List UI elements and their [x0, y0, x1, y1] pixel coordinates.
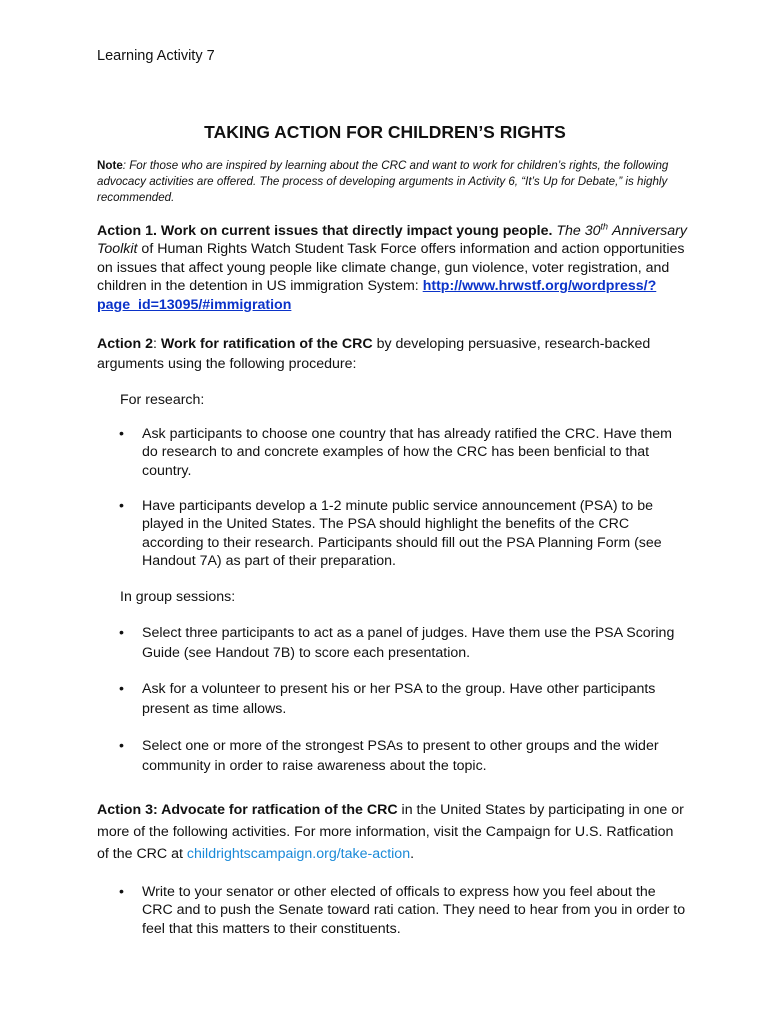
list-item-text: Select three participants to act as a panel of judges. Have them use the PSA Scoring Guide (see Handout 7B) to score each presentation.	[142, 625, 675, 661]
bullet-icon: •	[119, 498, 124, 514]
action1-heading: Action 1. Work on current issues that directly impact young people.	[97, 223, 553, 239]
action1-paragraph	[97, 222, 687, 314]
list-item	[119, 883, 687, 938]
list-item	[119, 623, 687, 663]
action3-heading: Action 3: Advocate for ratfication of the CRC	[97, 802, 398, 818]
list-item	[119, 425, 687, 480]
activity-label: Learning Activity 7	[97, 48, 215, 64]
list-item-text: Select one or more of the strongest PSAs to present to other groups and the wider community in order to raise awareness about the topic.	[142, 738, 659, 774]
page-title: TAKING ACTION FOR CHILDREN’S RIGHTS	[204, 122, 566, 142]
action2-colon: :	[152, 336, 161, 352]
action1-toolkit-b: Anniversary Toolkit	[97, 223, 687, 258]
action3-paragraph	[97, 799, 687, 865]
list-item	[119, 679, 687, 719]
hrw-link[interactable]: http://www.hrwstf.org/wordpress/?page_id=13095/#immigration	[97, 278, 657, 313]
note-paragraph	[97, 158, 682, 206]
note-text: : For those who are inspired by learning about the CRC and want to work for children’s rights, the following advocacy activities are offered. The process of developing arguments in Activity 6, “It’s Up for Debate,” is highly recommended.	[97, 159, 669, 204]
bullet-icon: •	[119, 426, 124, 442]
action1-toolkit-a: The 30	[556, 223, 601, 239]
bullet-icon: •	[119, 738, 124, 754]
list-item-text: Write to your senator or other elected of officals to express how you feel about the CRC and to push the Senate toward rati cation. They need to hear from you in order to feel that this matters to their constituents.	[142, 884, 686, 937]
campaign-link[interactable]: childrightscampaign.org/take-action	[186, 846, 411, 862]
action1-body: of Human Rights Watch Student Task Force offers information and action opportunities on issues that affect young people like climate change, gun violence, voter registration, and children in the detention in US immigration System:	[97, 241, 685, 295]
action2-heading: Work for ratification of the CRC	[160, 336, 373, 352]
action2-body: by developing persuasive, research-backed arguments using the following procedure:	[97, 336, 651, 372]
list-item-text: Ask for a volunteer to present his or her PSA to the group. Have other participants present as time allows.	[142, 681, 656, 717]
bullet-icon: •	[119, 625, 124, 641]
list-item	[119, 736, 687, 776]
note-label: Note	[97, 159, 123, 172]
action1-toolkit-sup: th	[600, 221, 609, 232]
bullet-icon: •	[119, 681, 124, 697]
research-label: For research:	[120, 392, 205, 408]
list-item-text: Ask participants to choose one country that has already ratified the CRC. Have them do research to and concrete examples of how the CRC has been benficial to that country.	[142, 426, 672, 479]
list-item	[119, 497, 687, 571]
bullet-icon: •	[119, 884, 124, 900]
group-sessions-label: In group sessions:	[120, 589, 236, 605]
action3-period: .	[410, 846, 415, 862]
action2-paragraph	[97, 334, 687, 374]
action3-body: in the United States by participating in one or more of the following activities. For more information, visit the Campaign for U.S. Ratfication of the CRC at	[97, 802, 684, 862]
list-item-text: Have participants develop a 1-2 minute public service announcement (PSA) to be played in the United States. The PSA should highlight the benefits of the CRC according to their research. Participants should fill out the PSA Planning Form (see Handout 7A) as part of their preparation.	[142, 498, 662, 570]
action2-label: Action 2	[97, 336, 153, 352]
